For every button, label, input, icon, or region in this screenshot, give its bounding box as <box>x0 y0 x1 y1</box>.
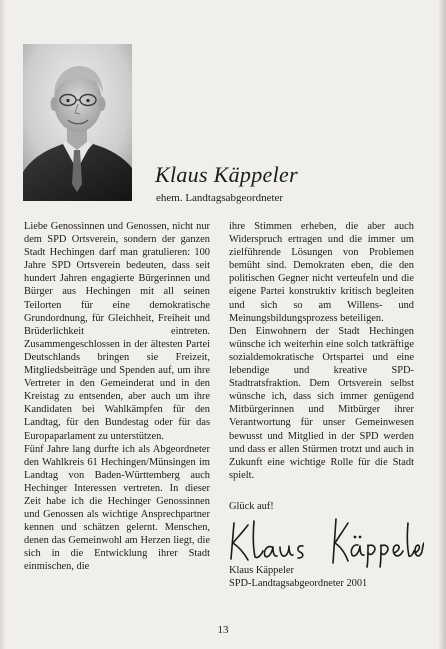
letter-column-right <box>229 220 414 482</box>
author-role: ehem. Landtagsabgeordneter <box>156 192 284 204</box>
letter-paragraph: ihre Stimmen erheben, die aber auch Widerspruch ertragen und die immer um zielführende Lösungen von Problemen bemüht sind. Demokraten eben, die den politischen Gegner nicht verteufeln und die eigene Partei konstruktiv kritisch begleiten und sich so am Willens- und Meinungsbildungsprozess beteiligen. <box>229 221 414 324</box>
letter-paragraph: Fünf Jahre lang durfte ich als Abgeordneter den Wahlkreis 61 Hechingen/Münsingen im Landtag von Baden-Württemberg auch Hechinger Interessen vertreten. In dieser Zeit habe ich die Hechinger Genossinnen und Genossen als wichtige Ansprechpartner kennen und schätzen gelernt. Menschen, denen das Gemeinwohl am Herzen liegt, die sich in die Entwicklung ihrer Stadt einmischen, die <box>24 443 210 573</box>
letter-column-left <box>24 220 210 574</box>
handwritten-signature <box>224 513 424 568</box>
page-edge-left <box>0 0 6 649</box>
page-edge-right <box>438 0 446 649</box>
page-number: 13 <box>217 624 229 636</box>
signature-name: Klaus Käppeler <box>229 565 294 576</box>
author-portrait-photo <box>23 44 132 201</box>
signature-drawing <box>224 513 424 568</box>
author-name: Klaus Käppeler <box>155 162 298 187</box>
letter-paragraph: Den Einwohnern der Stadt Hechingen wünsche ich weiterhin eine solch tatkräftige sozialdemokratische Ortspartei und eine lebendige und kreative SPD-Stadtratsfraktion. Dem Ortsverein selbst wünsche ich, dass sich immer genügend Mitbürgerinnen und Mitbürger ihrer Verantwortung für unser Gemeinwesen bewusst und Mitglied in der SPD werden und dass er allen Stürmen trotzt und auch in Zukunft eine wichtige Rolle für die Stadt spielt. <box>229 325 414 481</box>
letter-closing: Glück auf! <box>229 501 274 512</box>
portrait-illustration <box>23 44 132 201</box>
letter-paragraph: Liebe Genossinnen und Genossen, nicht nur dem SPD Ortsverein, sondern der ganzen Stadt Hechingen darf man gratulieren: 100 Jahre SPD Ortsverein bedeuten, dass seit hundert Jahren engagierte Bürgerinnen und Bürger aus Hechingen mit all seinen Teilorten für eine demokratische Grundordnung, für Gleichheit, Freiheit und Brüderlichkeit eintreten. Zusammengeschlossen in der ältesten Partei Deutschlands bringen sie Freizeit, Mitgliedsbeiträge und Spenden auf, um ihre Vertreter in den Gemeinderat und in den Kreistag zu entsenden, aber auch um ihre Kandidaten bei Wahlkämpfen für den Landtag, für den Bundestag oder für das Europaparlament zu unterstützen. <box>24 221 210 442</box>
signature-role: SPD-Landtagsabgeordneter 2001 <box>229 578 368 589</box>
